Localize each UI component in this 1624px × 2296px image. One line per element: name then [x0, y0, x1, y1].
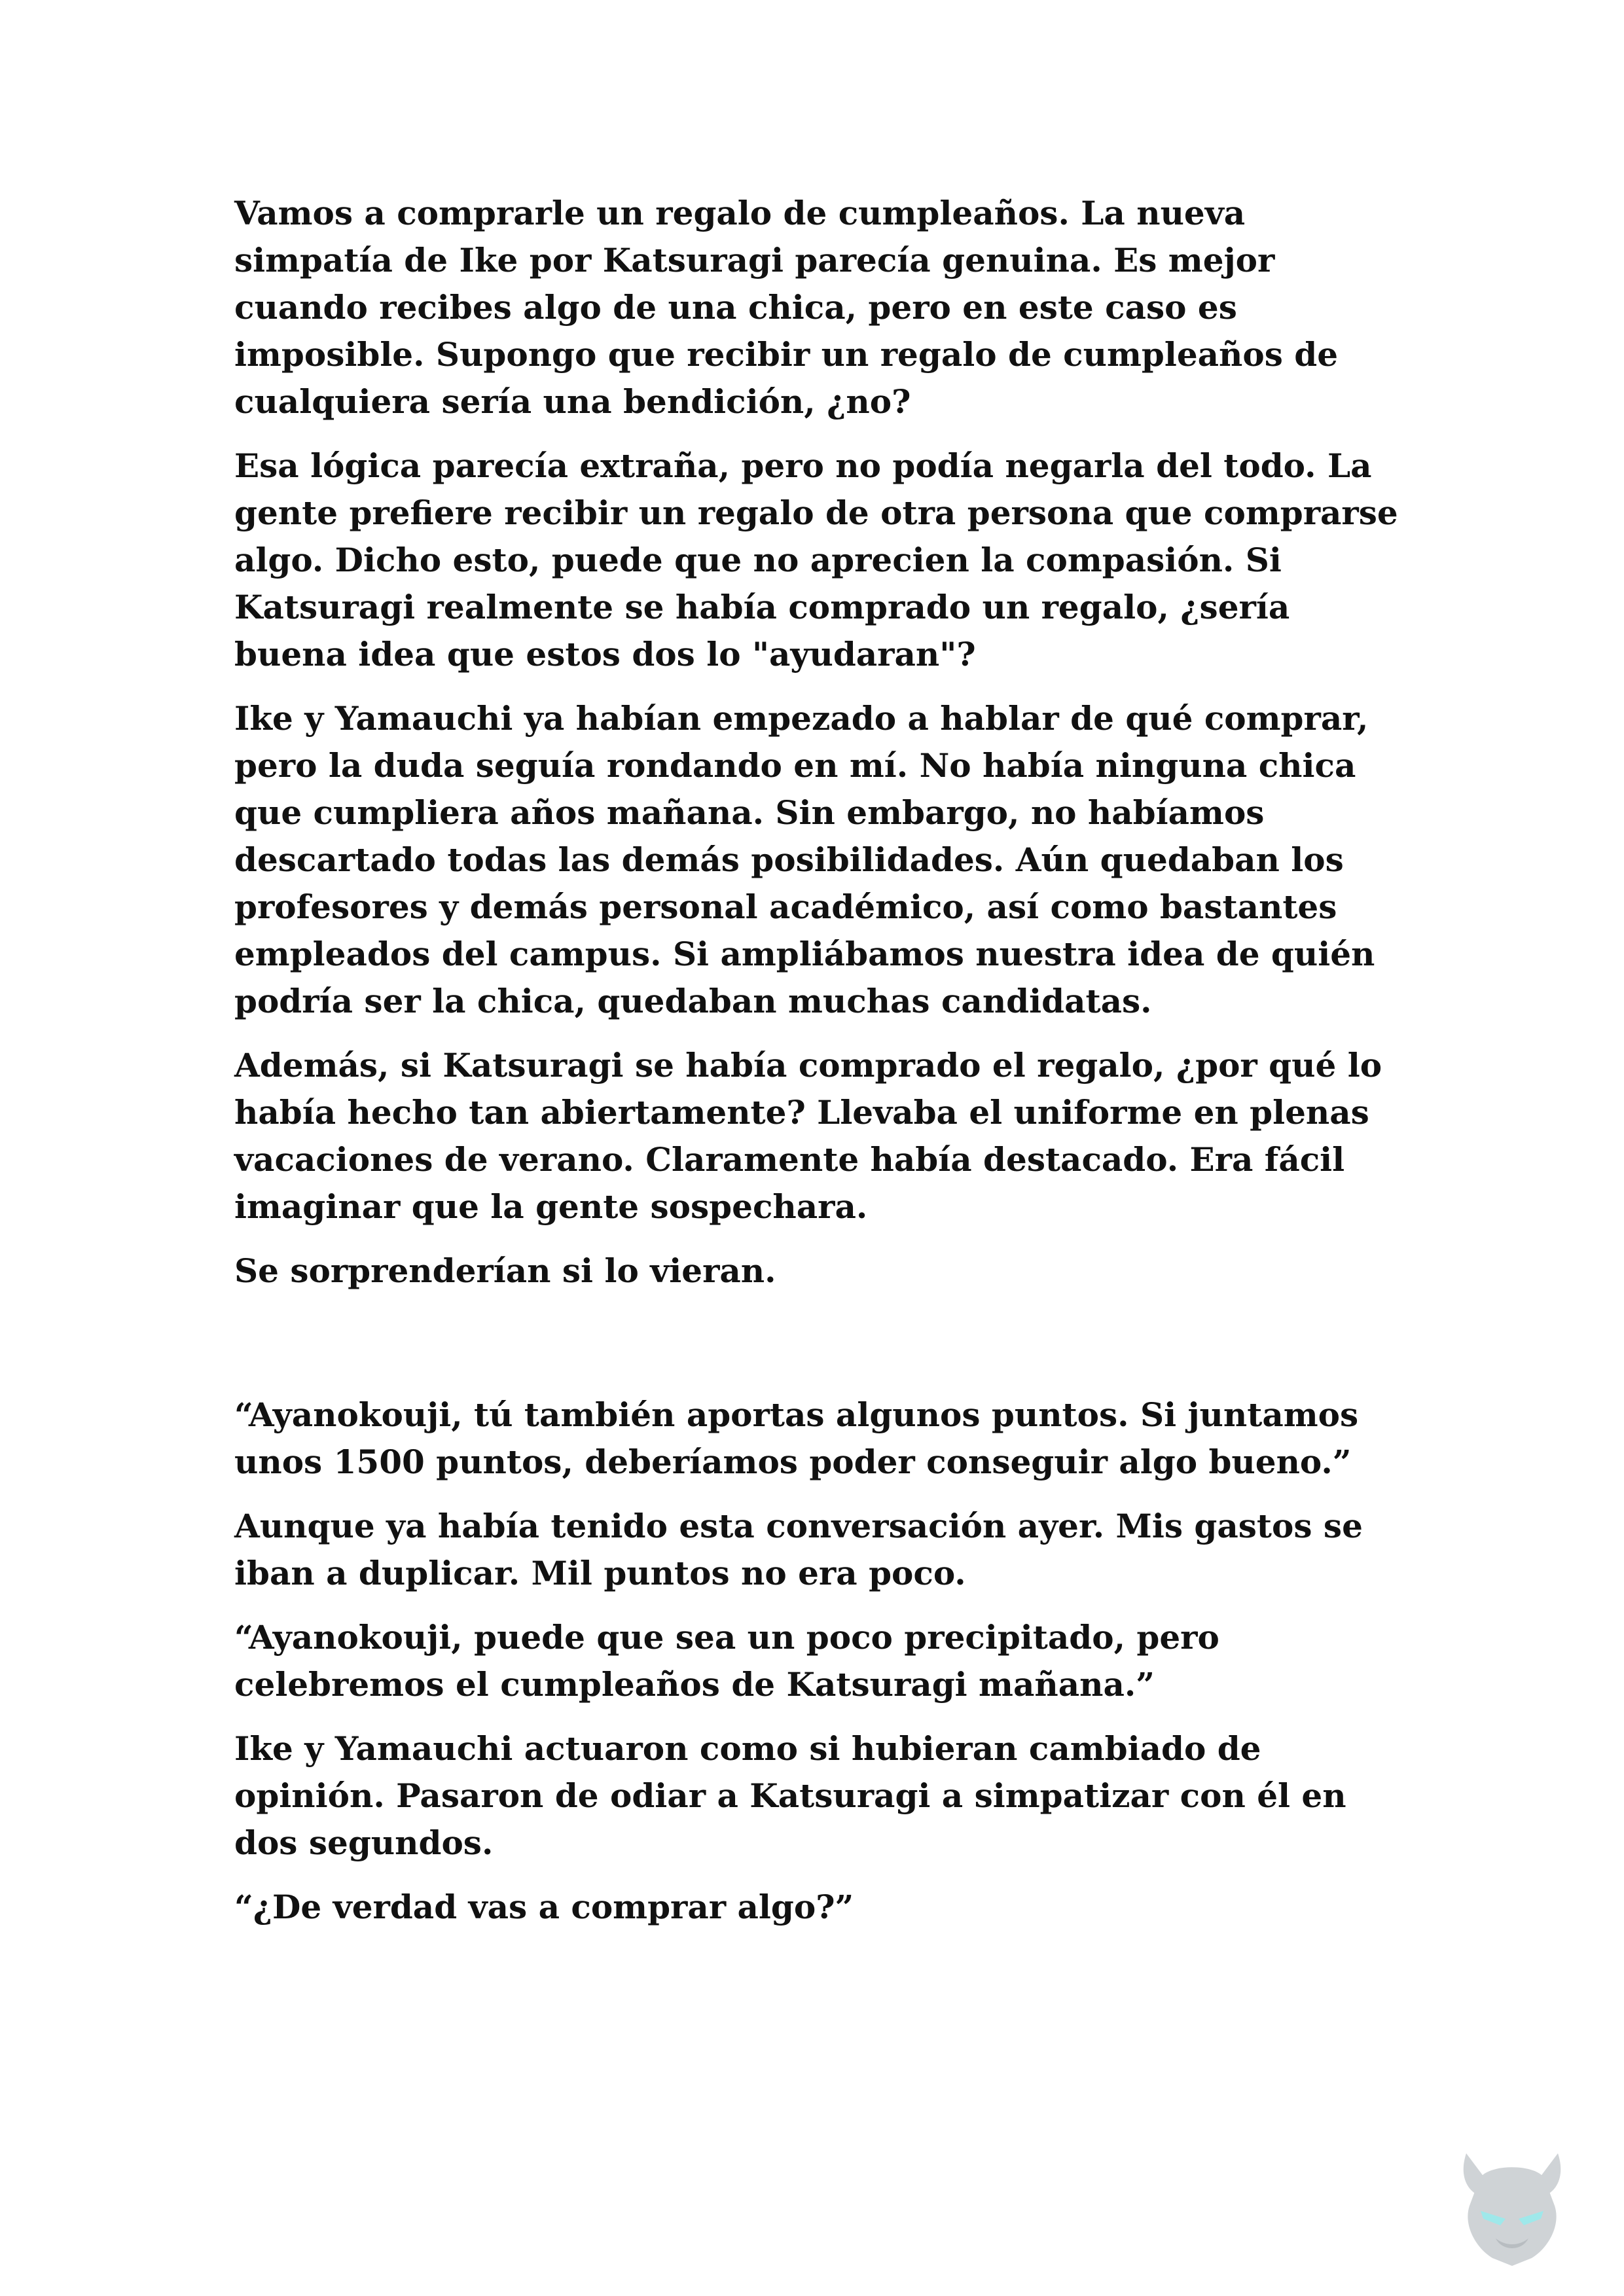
paragraph: Ike y Yamauchi ya habían empezado a hablar de qué comprar, pero la duda seguía rondando en mí. No había ninguna chica que cumpliera años mañana. Sin embargo, no habíamos descartado todas las demás posibilidades. Aún quedaban los profesores y demás personal académico, así como bastantes empleados del campus. Si ampliábamos nuestra idea de quién podría ser la chica, quedaban muchas candidatas.: [234, 699, 1375, 1020]
paragraph: “Ayanokouji, puede que sea un poco precipitado, pero celebremos el cumpleaños de Katsuragi mañana.”: [234, 1618, 1219, 1704]
scene-break: [234, 1312, 1413, 1391]
paragraph: “¿De verdad vas a comprar algo?”: [234, 1888, 854, 1926]
paragraph: Se sorprenderían si lo vieran.: [234, 1251, 776, 1290]
body-text: [234, 190, 1413, 1948]
paragraph: Vamos a comprarle un regalo de cumpleaños. La nueva simpatía de Ike por Katsuragi parecía genuina. Es mejor cuando recibes algo de una chica, pero en este caso es imposible. Supongo que recibir un regalo de cumpleaños de cualquiera sería una bendición, ¿no?: [234, 194, 1339, 421]
paragraph: “Ayanokouji, tú también aportas algunos puntos. Si juntamos unos 1500 puntos, deberíamos poder conseguir algo bueno.”: [234, 1395, 1359, 1481]
paragraph: Ike y Yamauchi actuaron como si hubieran cambiado de opinión. Pasaron de odiar a Katsuragi a simpatizar con él en dos segundos.: [234, 1729, 1346, 1862]
demon-head-logo-icon: [1440, 2127, 1584, 2271]
head-shape: [1468, 2167, 1556, 2266]
paragraph: Aunque ya había tenido esta conversación ayer. Mis gastos se iban a duplicar. Mil puntos no era poco.: [234, 1507, 1363, 1592]
paragraph: Además, si Katsuragi se había comprado el regalo, ¿por qué lo había hecho tan abiertamente? Llevaba el uniforme en plenas vacaciones de verano. Claramente había destacado. Era fácil imaginar que la gente sospechara.: [234, 1046, 1382, 1226]
paragraph: Esa lógica parecía extraña, pero no podía negarla del todo. La gente prefiere recibir un regalo de otra persona que comprarse algo. Dicho esto, puede que no aprecien la compasión. Si Katsuragi realmente se había comprado un regalo, ¿sería buena idea que estos dos lo "ayudaran"?: [234, 446, 1398, 673]
